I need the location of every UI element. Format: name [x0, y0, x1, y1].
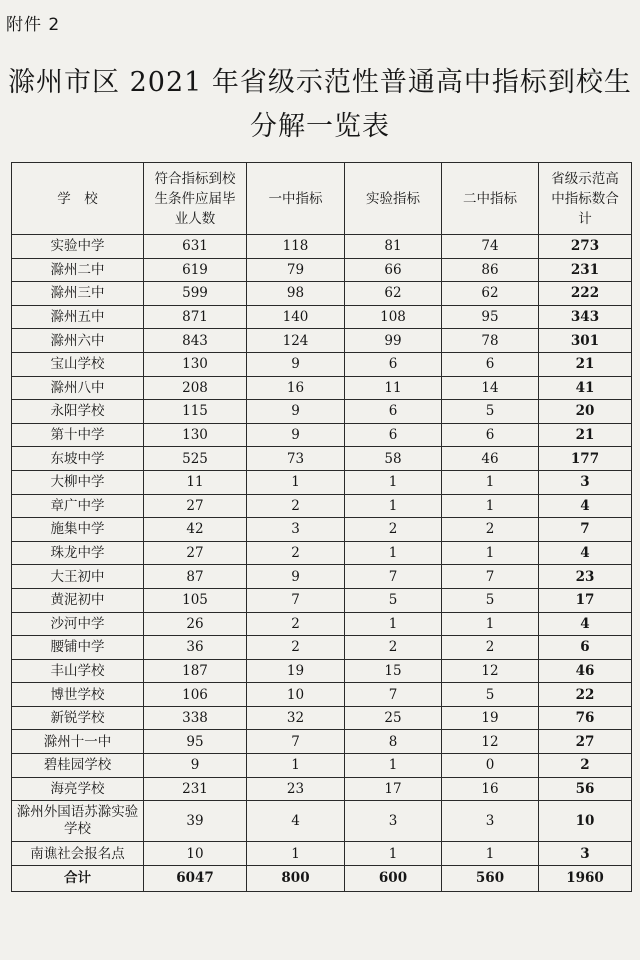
cell-eligible: 27 — [144, 494, 247, 518]
cell-eligible: 9 — [144, 754, 247, 778]
cell-shiyan: 2 — [345, 636, 442, 660]
cell-eligible: 36 — [144, 636, 247, 660]
cell-school: 东坡中学 — [12, 447, 144, 471]
cell-total: 3 — [539, 470, 632, 494]
cell-total: 4 — [539, 541, 632, 565]
cell-shiyan: 99 — [345, 329, 442, 353]
cell-eligible: 105 — [144, 588, 247, 612]
table-row — [12, 706, 632, 730]
cell-erzhong: 86 — [442, 258, 539, 282]
cell-shiyan: 62 — [345, 282, 442, 306]
cell-erzhong: 46 — [442, 447, 539, 471]
cell-eligible: 42 — [144, 518, 247, 542]
cell-shiyan: 6 — [345, 400, 442, 424]
table-row — [12, 612, 632, 636]
cell-eligible: 26 — [144, 612, 247, 636]
cell-eligible: 599 — [144, 282, 247, 306]
cell-total: 56 — [539, 777, 632, 801]
cell-erzhong: 16 — [442, 777, 539, 801]
table-row — [12, 376, 632, 400]
cell-school: 施集中学 — [12, 518, 144, 542]
cell-total: 4 — [539, 494, 632, 518]
cell-school: 滁州六中 — [12, 329, 144, 353]
cell-total: 7 — [539, 518, 632, 542]
cell-eligible: 843 — [144, 329, 247, 353]
table-row — [12, 777, 632, 801]
cell-total: 20 — [539, 400, 632, 424]
cell-total: 17 — [539, 588, 632, 612]
cell-erzhong: 1 — [442, 470, 539, 494]
cell-erzhong: 74 — [442, 235, 539, 259]
cell-total: 6 — [539, 636, 632, 660]
cell-yizhong: 9 — [247, 423, 345, 447]
cell-school: 碧桂园学校 — [12, 754, 144, 778]
table-row — [12, 305, 632, 329]
cell-erzhong: 12 — [442, 659, 539, 683]
cell-erzhong: 1 — [442, 612, 539, 636]
cell-school: 永阳学校 — [12, 400, 144, 424]
cell-school: 大王初中 — [12, 565, 144, 589]
cell-shiyan: 1 — [345, 612, 442, 636]
cell-eligible: 871 — [144, 305, 247, 329]
header-erzhong: 二中指标 — [442, 163, 539, 235]
table-row — [12, 352, 632, 376]
cell-yizhong: 1 — [247, 470, 345, 494]
cell-total: 231 — [539, 258, 632, 282]
cell-total: 301 — [539, 329, 632, 353]
table-row — [12, 329, 632, 353]
cell-erzhong: 2 — [442, 636, 539, 660]
cell-school: 珠龙中学 — [12, 541, 144, 565]
cell-yizhong: 9 — [247, 352, 345, 376]
cell-total: 21 — [539, 352, 632, 376]
cell-total: 4 — [539, 612, 632, 636]
cell-eligible: 106 — [144, 683, 247, 707]
cell-total: 21 — [539, 423, 632, 447]
total-sum: 1960 — [539, 865, 632, 891]
table-row — [12, 801, 632, 842]
cell-school: 南谯社会报名点 — [12, 842, 144, 866]
header-eligible: 符合指标到校生条件应届毕业人数 — [144, 163, 247, 235]
table-row — [12, 282, 632, 306]
cell-yizhong: 16 — [247, 376, 345, 400]
cell-erzhong: 6 — [442, 423, 539, 447]
cell-school: 大柳中学 — [12, 470, 144, 494]
cell-total: 222 — [539, 282, 632, 306]
cell-erzhong: 7 — [442, 565, 539, 589]
cell-school: 新锐学校 — [12, 706, 144, 730]
total-shiyan: 600 — [345, 865, 442, 891]
cell-school: 滁州二中 — [12, 258, 144, 282]
cell-shiyan: 81 — [345, 235, 442, 259]
document-title-line1: 滁州市区 2021 年省级示范性普通高中指标到校生 — [8, 67, 632, 98]
table-row — [12, 683, 632, 707]
cell-school: 黄泥初中 — [12, 588, 144, 612]
cell-shiyan: 1 — [345, 470, 442, 494]
cell-yizhong: 3 — [247, 518, 345, 542]
table-row — [12, 541, 632, 565]
cell-total: 46 — [539, 659, 632, 683]
cell-erzhong: 5 — [442, 683, 539, 707]
cell-erzhong: 6 — [442, 352, 539, 376]
cell-eligible: 11 — [144, 470, 247, 494]
cell-erzhong: 5 — [442, 588, 539, 612]
cell-school: 章广中学 — [12, 494, 144, 518]
table-row — [12, 447, 632, 471]
table-row — [12, 588, 632, 612]
cell-yizhong: 2 — [247, 636, 345, 660]
cell-shiyan: 8 — [345, 730, 442, 754]
cell-total: 76 — [539, 706, 632, 730]
cell-total: 22 — [539, 683, 632, 707]
cell-school: 宝山学校 — [12, 352, 144, 376]
cell-eligible: 525 — [144, 447, 247, 471]
cell-school: 实验中学 — [12, 235, 144, 259]
header-shiyan: 实验指标 — [345, 163, 442, 235]
cell-eligible: 231 — [144, 777, 247, 801]
cell-yizhong: 19 — [247, 659, 345, 683]
total-yizhong: 800 — [247, 865, 345, 891]
cell-yizhong: 9 — [247, 400, 345, 424]
cell-eligible: 130 — [144, 352, 247, 376]
table-row — [12, 423, 632, 447]
cell-yizhong: 4 — [247, 801, 345, 842]
table-row — [12, 636, 632, 660]
cell-total: 343 — [539, 305, 632, 329]
cell-school: 丰山学校 — [12, 659, 144, 683]
cell-school: 博世学校 — [12, 683, 144, 707]
cell-total: 27 — [539, 730, 632, 754]
cell-yizhong: 7 — [247, 588, 345, 612]
cell-yizhong: 79 — [247, 258, 345, 282]
cell-total: 23 — [539, 565, 632, 589]
cell-erzhong: 2 — [442, 518, 539, 542]
cell-shiyan: 1 — [345, 754, 442, 778]
cell-erzhong: 62 — [442, 282, 539, 306]
cell-school: 滁州五中 — [12, 305, 144, 329]
cell-total: 10 — [539, 801, 632, 842]
table-row — [12, 400, 632, 424]
cell-shiyan: 1 — [345, 842, 442, 866]
table-row — [12, 565, 632, 589]
cell-school: 腰铺中学 — [12, 636, 144, 660]
cell-shiyan: 25 — [345, 706, 442, 730]
cell-total: 3 — [539, 842, 632, 866]
cell-erzhong: 95 — [442, 305, 539, 329]
cell-total: 41 — [539, 376, 632, 400]
cell-shiyan: 5 — [345, 588, 442, 612]
cell-eligible: 115 — [144, 400, 247, 424]
cell-erzhong: 78 — [442, 329, 539, 353]
header-row — [12, 163, 632, 235]
cell-shiyan: 3 — [345, 801, 442, 842]
cell-shiyan: 108 — [345, 305, 442, 329]
cell-eligible: 10 — [144, 842, 247, 866]
cell-yizhong: 140 — [247, 305, 345, 329]
cell-erzhong: 12 — [442, 730, 539, 754]
cell-erzhong: 0 — [442, 754, 539, 778]
table-row — [12, 518, 632, 542]
cell-erzhong: 5 — [442, 400, 539, 424]
table-row — [12, 494, 632, 518]
table-row — [12, 470, 632, 494]
cell-yizhong: 73 — [247, 447, 345, 471]
table-row — [12, 235, 632, 259]
cell-erzhong: 19 — [442, 706, 539, 730]
cell-school: 第十中学 — [12, 423, 144, 447]
cell-school: 滁州八中 — [12, 376, 144, 400]
cell-total: 273 — [539, 235, 632, 259]
table-row — [12, 754, 632, 778]
cell-yizhong: 118 — [247, 235, 345, 259]
cell-yizhong: 2 — [247, 541, 345, 565]
cell-yizhong: 1 — [247, 754, 345, 778]
cell-eligible: 39 — [144, 801, 247, 842]
header-yizhong: 一中指标 — [247, 163, 345, 235]
cell-shiyan: 17 — [345, 777, 442, 801]
cell-total: 177 — [539, 447, 632, 471]
cell-erzhong: 14 — [442, 376, 539, 400]
cell-shiyan: 1 — [345, 541, 442, 565]
cell-school: 沙河中学 — [12, 612, 144, 636]
cell-yizhong: 32 — [247, 706, 345, 730]
cell-eligible: 338 — [144, 706, 247, 730]
table-row — [12, 659, 632, 683]
cell-school: 滁州十一中 — [12, 730, 144, 754]
cell-shiyan: 66 — [345, 258, 442, 282]
table-row — [12, 730, 632, 754]
cell-eligible: 187 — [144, 659, 247, 683]
cell-yizhong: 7 — [247, 730, 345, 754]
cell-shiyan: 1 — [345, 494, 442, 518]
cell-yizhong: 23 — [247, 777, 345, 801]
total-eligible: 6047 — [144, 865, 247, 891]
cell-total: 2 — [539, 754, 632, 778]
cell-yizhong: 2 — [247, 494, 345, 518]
cell-erzhong: 3 — [442, 801, 539, 842]
table-row — [12, 842, 632, 866]
cell-eligible: 208 — [144, 376, 247, 400]
document-title-line2: 分解一览表 — [250, 111, 390, 142]
header-total: 省级示范高中指标数合计 — [539, 163, 632, 235]
cell-shiyan: 15 — [345, 659, 442, 683]
cell-eligible: 631 — [144, 235, 247, 259]
cell-shiyan: 2 — [345, 518, 442, 542]
total-label: 合计 — [12, 865, 144, 891]
total-erzhong: 560 — [442, 865, 539, 891]
cell-shiyan: 11 — [345, 376, 442, 400]
attachment-label: 附件 2 — [6, 15, 61, 35]
table-row — [12, 258, 632, 282]
cell-yizhong: 1 — [247, 842, 345, 866]
header-school: 学 校 — [12, 163, 144, 235]
quota-table — [11, 162, 632, 892]
cell-erzhong: 1 — [442, 541, 539, 565]
cell-eligible: 95 — [144, 730, 247, 754]
cell-shiyan: 7 — [345, 565, 442, 589]
cell-eligible: 87 — [144, 565, 247, 589]
cell-yizhong: 98 — [247, 282, 345, 306]
total-row — [12, 865, 632, 891]
cell-yizhong: 2 — [247, 612, 345, 636]
cell-erzhong: 1 — [442, 494, 539, 518]
cell-yizhong: 10 — [247, 683, 345, 707]
cell-eligible: 27 — [144, 541, 247, 565]
cell-yizhong: 9 — [247, 565, 345, 589]
cell-eligible: 619 — [144, 258, 247, 282]
cell-eligible: 130 — [144, 423, 247, 447]
cell-yizhong: 124 — [247, 329, 345, 353]
cell-shiyan: 7 — [345, 683, 442, 707]
cell-school: 滁州三中 — [12, 282, 144, 306]
cell-shiyan: 6 — [345, 423, 442, 447]
cell-erzhong: 1 — [442, 842, 539, 866]
cell-shiyan: 6 — [345, 352, 442, 376]
cell-school: 滁州外国语苏滁实验学校 — [12, 801, 144, 842]
cell-school: 海亮学校 — [12, 777, 144, 801]
cell-shiyan: 58 — [345, 447, 442, 471]
